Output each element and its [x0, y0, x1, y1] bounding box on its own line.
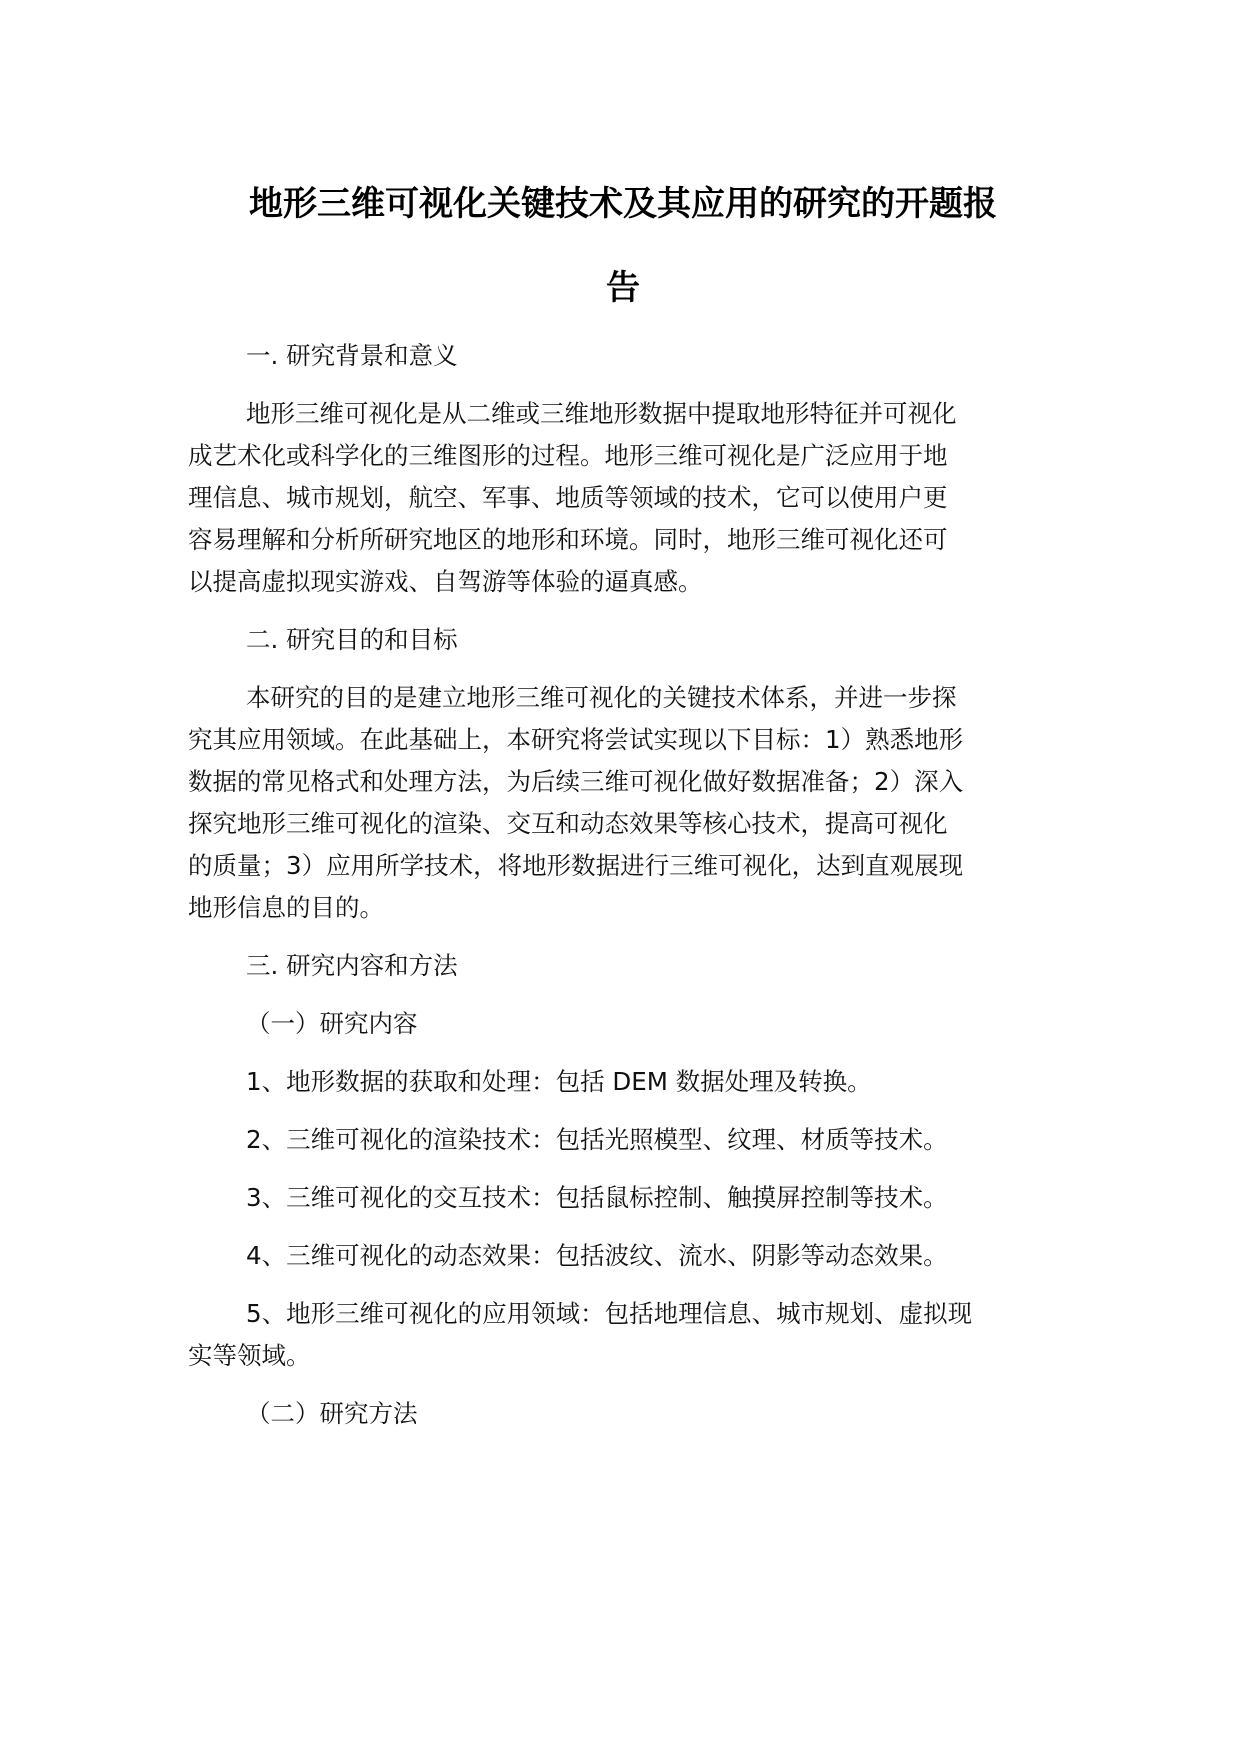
section-heading-content-methods: 三. 研究内容和方法	[246, 951, 458, 980]
list-item: 2、三维可视化的渲染技术：包括光照模型、纹理、材质等技术。	[246, 1125, 948, 1154]
paragraph-line: 成艺术化或科学化的三维图形的过程。地形三维可视化是广泛应用于地	[188, 441, 948, 470]
paragraph-line: 地形信息的目的。	[188, 893, 384, 922]
paragraph-line: 的质量；3）应用所学技术，将地形数据进行三维可视化，达到直观展现	[188, 851, 964, 880]
paragraph-line: 究其应用领域。在此基础上，本研究将尝试实现以下目标：1）熟悉地形	[188, 725, 964, 754]
document-title-line-1: 地形三维可视化关键技术及其应用的研究的开题报	[249, 184, 997, 224]
section-heading-objectives: 二. 研究目的和目标	[246, 625, 458, 654]
paragraph-line: 地形三维可视化是从二维或三维地形数据中提取地形特征并可视化	[246, 399, 957, 428]
subsection-heading-content: （一）研究内容	[246, 1009, 418, 1038]
list-item: 1、地形数据的获取和处理：包括 DEM 数据处理及转换。	[246, 1067, 872, 1096]
paragraph-line: 理信息、城市规划，航空、军事、地质等领域的技术，它可以使用户更	[188, 483, 948, 512]
list-item-continuation: 实等领域。	[188, 1341, 311, 1370]
paragraph-line: 容易理解和分析所研究地区的地形和环境。同时，地形三维可视化还可	[188, 525, 948, 554]
paragraph-line: 以提高虚拟现实游戏、自驾游等体验的逼真感。	[188, 567, 703, 596]
list-item: 3、三维可视化的交互技术：包括鼠标控制、触摸屏控制等技术。	[246, 1183, 948, 1212]
paragraph-line: 数据的常见格式和处理方法，为后续三维可视化做好数据准备；2）深入	[188, 767, 964, 796]
paragraph-line: 探究地形三维可视化的渲染、交互和动态效果等核心技术，提高可视化	[188, 809, 948, 838]
paragraph-line: 本研究的目的是建立地形三维可视化的关键技术体系，并进一步探	[246, 683, 957, 712]
subsection-heading-methods: （二）研究方法	[246, 1399, 418, 1428]
document-title-line-2: 告	[606, 268, 640, 308]
section-heading-background: 一. 研究背景和意义	[246, 341, 458, 370]
list-item: 4、三维可视化的动态效果：包括波纹、流水、阴影等动态效果。	[246, 1241, 948, 1270]
list-item: 5、地形三维可视化的应用领域：包括地理信息、城市规划、虚拟现	[246, 1299, 973, 1328]
